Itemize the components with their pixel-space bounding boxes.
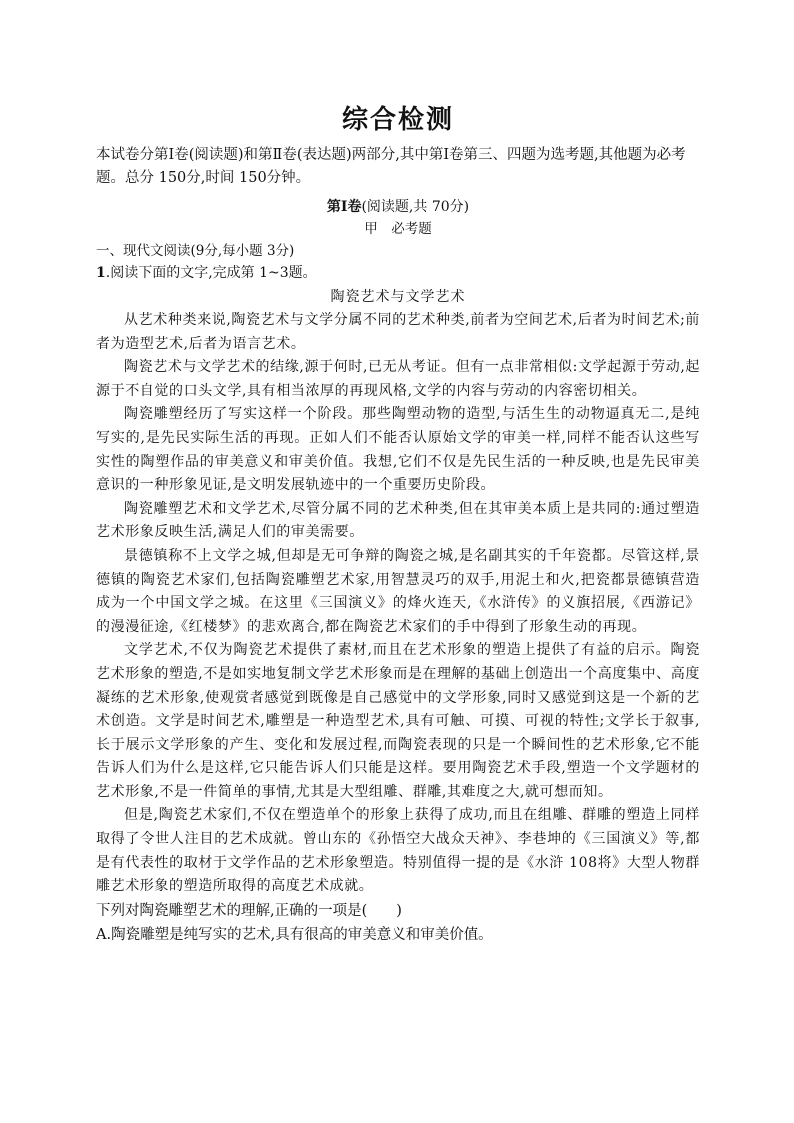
exam-intro: 本试卷分第Ⅰ卷(阅读题)和第Ⅱ卷(表达题)两部分,其中第Ⅰ卷第三、四题为选考题,其他题为必考题。总分 150分,时间 150分钟。 [96,147,686,186]
article-paragraph: 陶瓷雕塑艺术和文学艺术,尽管分属不同的艺术种类,但在其审美本质上是共同的:通过塑造艺术形象反映生活,满足人们的审美需要。 [96,500,700,541]
article-paragraph: 陶瓷艺术与文学艺术的结缘,源于何时,已无从考证。但有一点非常相似:文学起源于劳动,起源于不自觉的口头文学,具有相当浓厚的再现风格,文学的内容与劳动的内容密切相关。 [96,359,700,399]
volume-heading-note: (阅读题,共 70分) [361,199,470,215]
question-one-text: .阅读下面的文字,完成第 1~3题。 [105,265,317,281]
section-one-heading: 一、现代文阅读(9分,每小题 3分) [96,243,295,259]
question-one-number: 1 [96,265,106,281]
article-paragraph: 从艺术种类来说,陶瓷艺术与文学分属不同的艺术种类,前者为空间艺术,后者为时间艺术;前者为造型艺术,后者为语言艺术。 [96,312,700,352]
answer-option-a[interactable]: A.陶瓷雕塑是纯写实的艺术,具有很高的审美意义和审美价值。 [96,926,493,943]
question-one-instruction [96,262,700,285]
article-title: 陶瓷艺术与文学艺术 [330,289,466,305]
article-paragraph: 陶瓷雕塑经历了写实这样一个阶段。那些陶塑动物的造型,与活生生的动物逼真无二,是纯写实的,是先民实际生活的再现。正如人们不能否认原始文学的审美一样,同样不能否认这些写实性的陶塑作品的审美意义和审美价值。我想,它们不仅是先民生活的一种反映,也是先民审美意识的一种形象见证,是文明发展轨迹中的一个重要历史阶段。 [96,406,700,494]
exam-page [96,102,700,947]
volume-heading-label: 第Ⅰ卷 [326,199,362,215]
article-paragraph: 但是,陶瓷艺术家们,不仅在塑造单个的形象上获得了成功,而且在组雕、群雕的塑造上同样取得了令世人注目的艺术成就。曾山东的《孙悟空大战众天神》、李巷坤的《三国演义》等,都是有代表性的取材于文学作品的艺术形象塑造。特别值得一提的是《水浒 108将》大型人物群雕艺术形象的塑造所取得的高度艺术成就。 [96,807,700,895]
required-heading: 甲 必考题 [364,221,432,237]
article-paragraph: 文学艺术,不仅为陶瓷艺术提供了素材,而且在艺术形象的塑造上提供了有益的启示。陶瓷艺术形象的塑造,不是如实地复制文学艺术形象而是在理解的基础上创造出一个高度集中、高度凝练的艺术形象,使观赏者感觉到既像是自己感觉中的文学形象,同时又感觉到这是一个新的艺术创造。文学是时间艺术,雕塑是一种造型艺术,具有可触、可摸、可视的特性;文学长于叙事,长于展示文学形象的产生、变化和发展过程,而陶瓷表现的只是一个瞬间性的艺术形象,它不能告诉人们为什么是这样,它只能告诉人们只能是这样。要用陶瓷艺术手段,塑造一个文学题材的艺术形象,不是一件简单的事情,尤其是大型组雕、群雕,其难度之大,就可想而知。 [96,642,700,800]
volume-heading [96,196,700,218]
question-stem: 下列对陶瓷雕塑艺术的理解,正确的一项是( ) [96,902,402,919]
article-paragraph: 景德镇称不上文学之城,但却是无可争辩的陶瓷之城,是名副其实的千年瓷都。尽管这样,景德镇的陶瓷艺术家们,包括陶瓷雕塑艺术家,用智慧灵巧的双手,用泥土和火,把瓷都景德镇营造成为一个中国文学之城。在这里《三国演义》的烽火连天,《水浒传》的义旗招展,《西游记》的漫漫征途,《红楼梦》的悲欢离合,都在陶瓷艺术家们的手中得到了形象生动的再现。 [96,547,700,635]
page-title: 综合检测 [341,105,454,135]
